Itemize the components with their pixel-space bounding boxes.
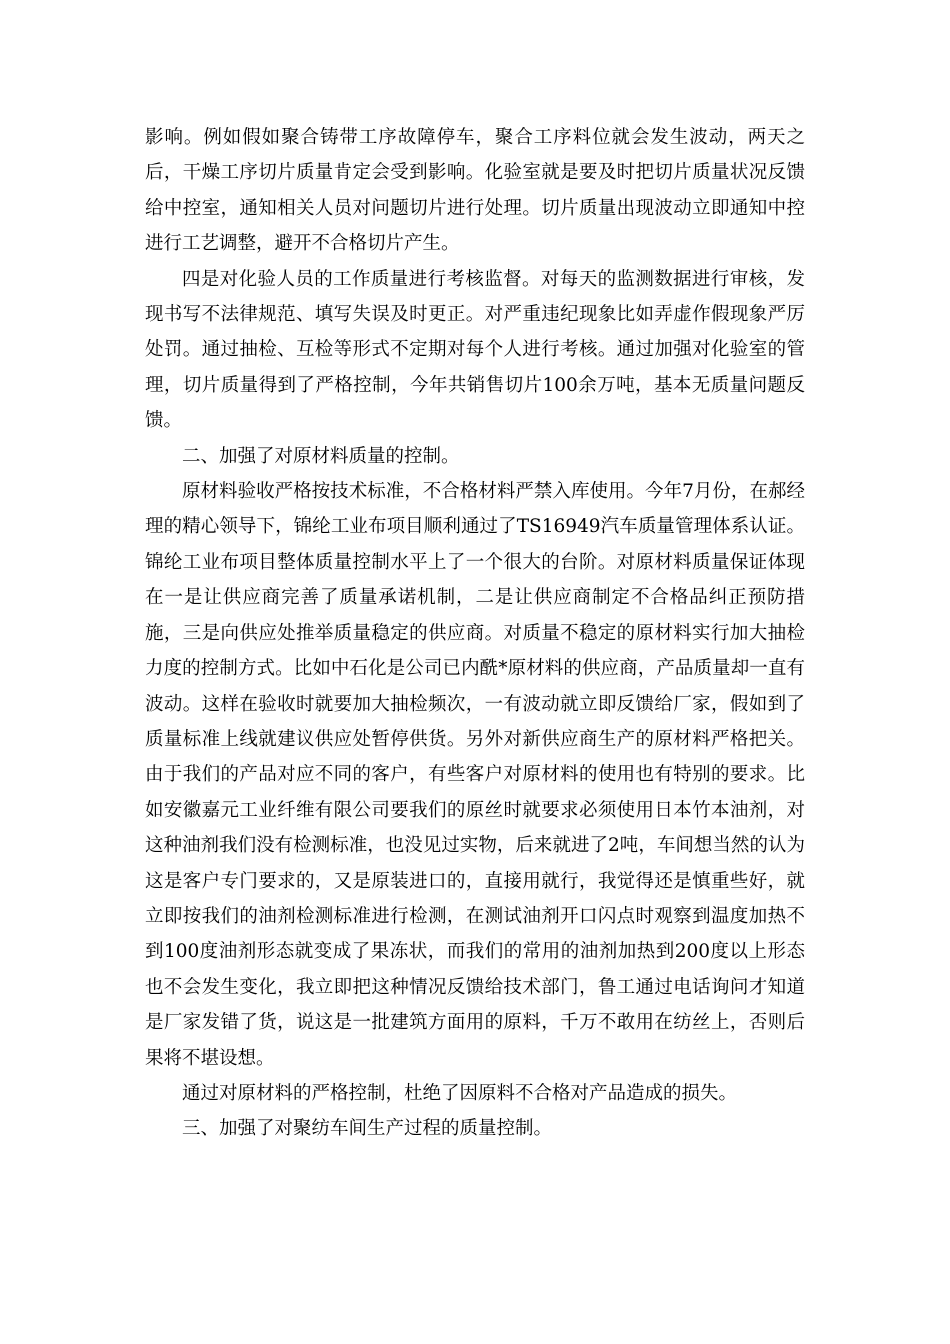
paragraph-raw-material-summary: 通过对原材料的严格控制，杜绝了因原料不合格对产品造成的损失。 bbox=[182, 1082, 738, 1104]
paragraph-staff-assessment: 四是对化验人员的工作质量进行考核监督。对每天的监测数据进行审核，发现书写不法律规范、填写失误及时更正。对严重违纪现象比如弄虚作假现象严厉处罚。通过抽检、互检等形式不定期对每个人进行考核。通过加强对化验室的管理，切片质量得到了严格控制，今年共销售切片100余万吨，基本无质量问题反馈。 bbox=[145, 268, 805, 432]
document-body bbox=[145, 120, 805, 1147]
section-heading-production-process: 三、加强了对聚纺车间生产过程的质量控制。 bbox=[182, 1118, 553, 1140]
section-heading-raw-materials: 二、加强了对原材料质量的控制。 bbox=[182, 445, 460, 467]
paragraph-raw-material-control: 原材料验收严格按技术标准，不合格材料严禁入库使用。今年7月份，在郝经理的精心领导下，锦纶工业布项目顺利通过了TS16949汽车质量管理体系认证。锦纶工业布项目整体质量控制水平上了一个很大的台阶。对原材料质量保证体现在一是让供应商完善了质量承诺机制，二是让供应商制定不合格品纠正预防措施，三是向供应处推举质量稳定的供应商。对质量不稳定的原材料实行加大抽检力度的控制方式。比如中石化是公司已内酰*原材料的供应商，产品质量却一直有波动。这样在验收时就要加大抽检频次，一有波动就立即反馈给厂家，假如到了质量标准上线就建议供应处暂停供货。另外对新供应商生产的原材料严格把关。由于我们的产品对应不同的客户，有些客户对原材料的使用也有特别的要求。比如安徽嘉元工业纤维有限公司要我们的原丝时就要求必须使用日本竹本油剂，对这种油剂我们没有检测标准，也没见过实物，后来就进了2吨，车间想当然的认为这是客户专门要求的，又是原装进口的，直接用就行，我觉得还是慎重些好，就立即按我们的油剂检测标准进行检测，在测试油剂开口闪点时观察到温度加热不到100度油剂形态就变成了果冻状，而我们的常用的油剂加热到200度以上形态也不会发生变化，我立即把这种情况反馈给技术部门，鲁工通过电话询问才知道是厂家发错了货，说这是一批建筑方面用的原料，千万不敢用在纺丝上，否则后果将不堪设想。 bbox=[145, 481, 805, 1069]
paragraph-continuation: 影响。例如假如聚合铸带工序故障停车，聚合工序料位就会发生波动，两天之后，干燥工序切片质量肯定会受到影响。化验室就是要及时把切片质量状况反馈给中控室，通知相关人员对问题切片进行处理。切片质量出现波动立即通知中控进行工艺调整，避开不合格切片产生。 bbox=[145, 127, 805, 255]
